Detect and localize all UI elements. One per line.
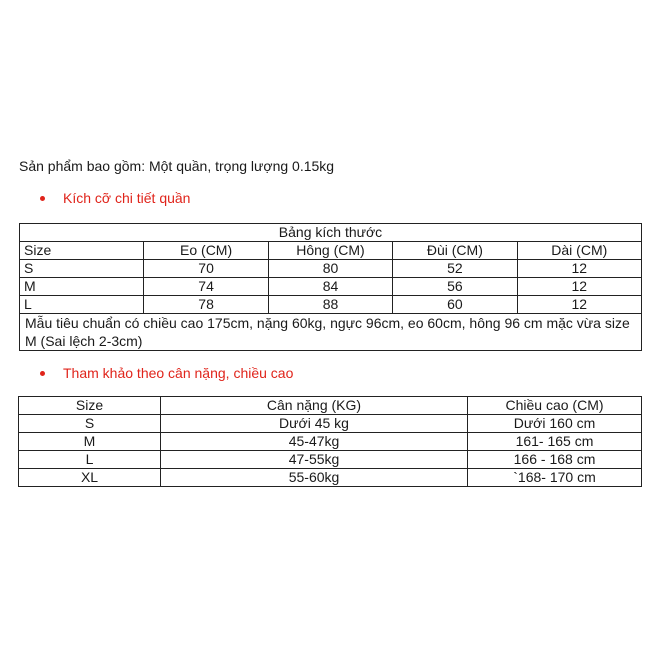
header-cell: Dài (CM) [517, 242, 641, 260]
size-cell: S [19, 415, 161, 433]
value-cell: 84 [268, 278, 392, 296]
size-cell: M [19, 433, 161, 451]
section-reference [40, 365, 293, 381]
size-cell: L [19, 451, 161, 469]
header-cell: Eo (CM) [144, 242, 268, 260]
value-cell: 74 [144, 278, 268, 296]
section-size-details [40, 190, 190, 206]
value-cell: 80 [268, 260, 392, 278]
bullet-dot-icon [40, 371, 45, 376]
size-cell: S [20, 260, 144, 278]
table-row [19, 451, 642, 469]
value-cell: 56 [393, 278, 517, 296]
height-cell: 166 - 168 cm [468, 451, 642, 469]
header-cell: Size [19, 397, 161, 415]
value-cell: 70 [144, 260, 268, 278]
header-cell: Cân nặng (KG) [161, 397, 468, 415]
size-table-header-row [20, 242, 642, 260]
value-cell: 78 [144, 296, 268, 314]
size-cell: M [20, 278, 144, 296]
section-reference-title: Tham khảo theo cân nặng, chiều cao [63, 365, 294, 381]
value-cell: 52 [393, 260, 517, 278]
bullet-dot-icon [40, 196, 45, 201]
size-table [19, 223, 642, 351]
height-cell: Dưới 160 cm [468, 415, 642, 433]
value-cell: 88 [268, 296, 392, 314]
weight-cell: 47-55kg [161, 451, 468, 469]
value-cell: 12 [517, 296, 641, 314]
height-cell: 161- 165 cm [468, 433, 642, 451]
table-row [19, 469, 642, 487]
table-row [20, 296, 642, 314]
size-table-caption: Bảng kích thước [20, 224, 642, 242]
reference-table-header-row [19, 397, 642, 415]
section-size-details-title: Kích cỡ chi tiết quần [63, 190, 191, 206]
weight-cell: Dưới 45 kg [161, 415, 468, 433]
header-cell: Chiều cao (CM) [468, 397, 642, 415]
product-contents-text: Sản phẩm bao gồm: Một quần, trọng lượng 0.15kg [19, 158, 335, 174]
weight-cell: 55-60kg [161, 469, 468, 487]
table-row [20, 260, 642, 278]
height-cell: `168- 170 cm [468, 469, 642, 487]
table-row [19, 415, 642, 433]
value-cell: 12 [517, 278, 641, 296]
value-cell: 60 [393, 296, 517, 314]
table-row [19, 433, 642, 451]
size-cell: L [20, 296, 144, 314]
header-cell: Hông (CM) [268, 242, 392, 260]
value-cell: 12 [517, 260, 641, 278]
size-cell: XL [19, 469, 161, 487]
header-cell: Đùi (CM) [393, 242, 517, 260]
size-table-note: Mẫu tiêu chuẩn có chiều cao 175cm, nặng 60kg, ngực 96cm, eo 60cm, hông 96 cm mặc vừa size M (Sai lệch 2-3cm) [20, 314, 642, 351]
weight-cell: 45-47kg [161, 433, 468, 451]
header-cell: Size [20, 242, 144, 260]
reference-table [18, 396, 642, 487]
table-row [20, 278, 642, 296]
